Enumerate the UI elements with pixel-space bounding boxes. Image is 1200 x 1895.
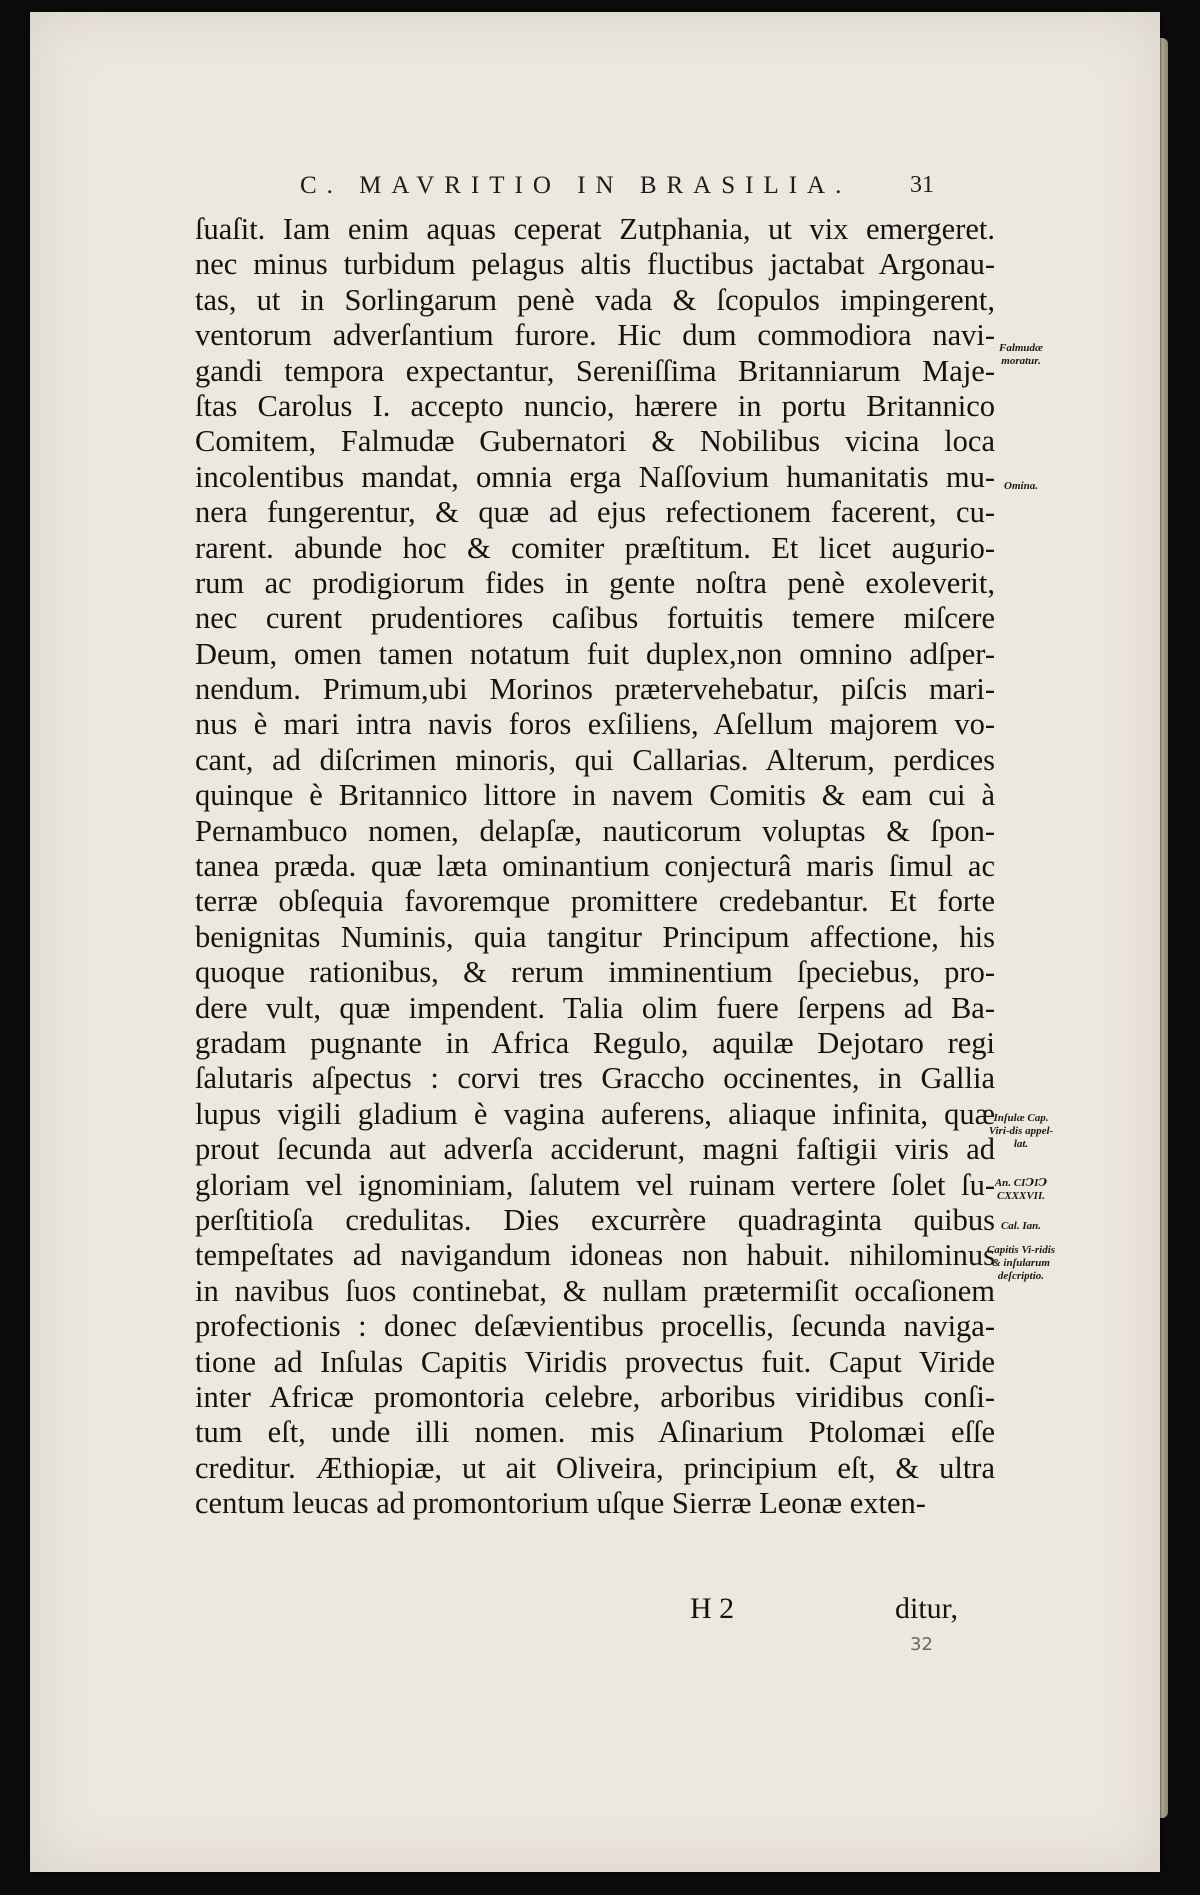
margin-note: Inſulæ Cap. Viri-dis appel-lat.: [988, 1112, 1054, 1150]
body-line: lupus vigili gladium è vagina auferens, aliaque infinita, quæ: [195, 1096, 995, 1131]
body-line: quinque è Britannico littore in navem Comitis & eam cui à: [195, 778, 995, 813]
body-text: [195, 212, 995, 1521]
body-line: Comitem, Falmudæ Gubernatori & Nobilibus vicina loca: [195, 424, 995, 459]
body-line: creditur. Æthiopiæ, ut ait Oliveira, principium eſt, & ultra: [195, 1450, 995, 1485]
body-line: cant, ad diſcrimen minoris, qui Callarias. Alterum, perdices: [195, 742, 995, 777]
margin-note: Cal. Ian.: [1000, 1220, 1042, 1232]
catchword: ditur,: [895, 1592, 958, 1625]
body-line: benignitas Numinis, quia tangitur Principum affectione, his: [195, 919, 995, 954]
body-line: tas, ut in Sorlingarum penè vada & ſcopulos impingerent,: [195, 282, 995, 317]
body-line: quoque rationibus, & rerum imminentium ſpeciebus, pro-: [195, 955, 995, 990]
body-line: Pernambuco nomen, delapſæ, nauticorum voluptas & ſpon-: [195, 813, 995, 848]
margin-note: Omina.: [1004, 480, 1038, 492]
body-line: gandi tempora expectantur, Sereniſſima Britanniarum Maje-: [195, 353, 995, 388]
body-line: ventorum adverſantium furore. Hic dum commodiora navi-: [195, 318, 995, 353]
body-line: gloriam vel ignominiam, ſalutem vel ruinam vertere ſolet ſu-: [195, 1167, 995, 1202]
body-line: ſuaſit. Iam enim aquas ceperat Zutphania, ut vix emergeret.: [195, 212, 995, 246]
body-line: terræ obſequia favoremque promittere credebantur. Et forte: [195, 884, 995, 919]
body-line: nera fungerentur, & quæ ad ejus refectionem facerent, cu-: [195, 495, 995, 530]
body-line: rarent. abunde hoc & comiter præſtitum. Et licet augurio-: [195, 530, 995, 565]
body-line: rum ac prodigiorum fides in gente noſtra penè exoleverit,: [195, 565, 995, 600]
body-line: nus è mari intra navis foros exſiliens, Aſellum majorem vo-: [195, 707, 995, 742]
body-line: dere vult, quæ impendent. Talia olim fuere ſerpens ad Ba-: [195, 990, 995, 1025]
body-line: tione ad Inſulas Capitis Viridis provectus fuit. Caput Viride: [195, 1344, 995, 1379]
running-title: C. MAVRITIO IN BRASILIA.: [300, 172, 852, 199]
body-line: nec curent prudentiores caſibus fortuitis temere miſcere: [195, 601, 995, 636]
body-line: tum eſt, unde illi nomen. mis Aſinarium Ptolomæi eſſe: [195, 1415, 995, 1450]
handwritten-page-number: 32: [910, 1634, 933, 1655]
page-number: 31: [910, 172, 934, 198]
body-line: nec minus turbidum pelagus altis fluctibus jactabat Argonau-: [195, 247, 995, 282]
signature-mark: H 2: [690, 1592, 735, 1625]
body-line: in navibus ſuos continebat, & nullam prætermiſit occaſionem: [195, 1273, 995, 1308]
margin-note: An. CIↃIↃ CXXXVII.: [994, 1177, 1048, 1202]
body-line: prout ſecunda aut adverſa acciderunt, magni faſtigii viris ad: [195, 1132, 995, 1167]
body-line: centum leucas ad promontorium uſque Sierræ Leonæ exten-: [195, 1486, 926, 1521]
margin-note: Falmudæ moratur.: [998, 342, 1043, 367]
body-line: tanea præda. quæ læta ominantium conjecturâ maris ſimul ac: [195, 849, 995, 884]
book-page: [30, 12, 1160, 1872]
body-line: ſtas Carolus I. accepto nuncio, hærere in portu Britannico: [195, 388, 995, 423]
margin-note: Capitis Vi-ridis & inſularum deſcriptio.: [986, 1244, 1056, 1282]
body-line: profectionis : donec deſævientibus procellis, ſecunda naviga-: [195, 1309, 995, 1344]
body-line: Deum, omen tamen notatum fuit duplex,non omnino adſper-: [195, 636, 995, 671]
body-line: gradam pugnante in Africa Regulo, aquilæ Dejotaro regi: [195, 1025, 995, 1060]
body-line: incolentibus mandat, omnia erga Naſſovium humanitatis mu-: [195, 459, 995, 494]
body-line: nendum. Primum,ubi Morinos prætervehebatur, piſcis mari-: [195, 672, 995, 707]
body-line: ſalutaris aſpectus : corvi tres Graccho occinentes, in Gallia: [195, 1061, 995, 1096]
body-line: tempeſtates ad navigandum idoneas non habuit. nihilominus: [195, 1238, 995, 1273]
body-line: inter Africæ promontoria celebre, arboribus viridibus conſi-: [195, 1379, 995, 1414]
body-line: perſtitioſa credulitas. Dies excurrère quadraginta quibus: [195, 1202, 995, 1237]
